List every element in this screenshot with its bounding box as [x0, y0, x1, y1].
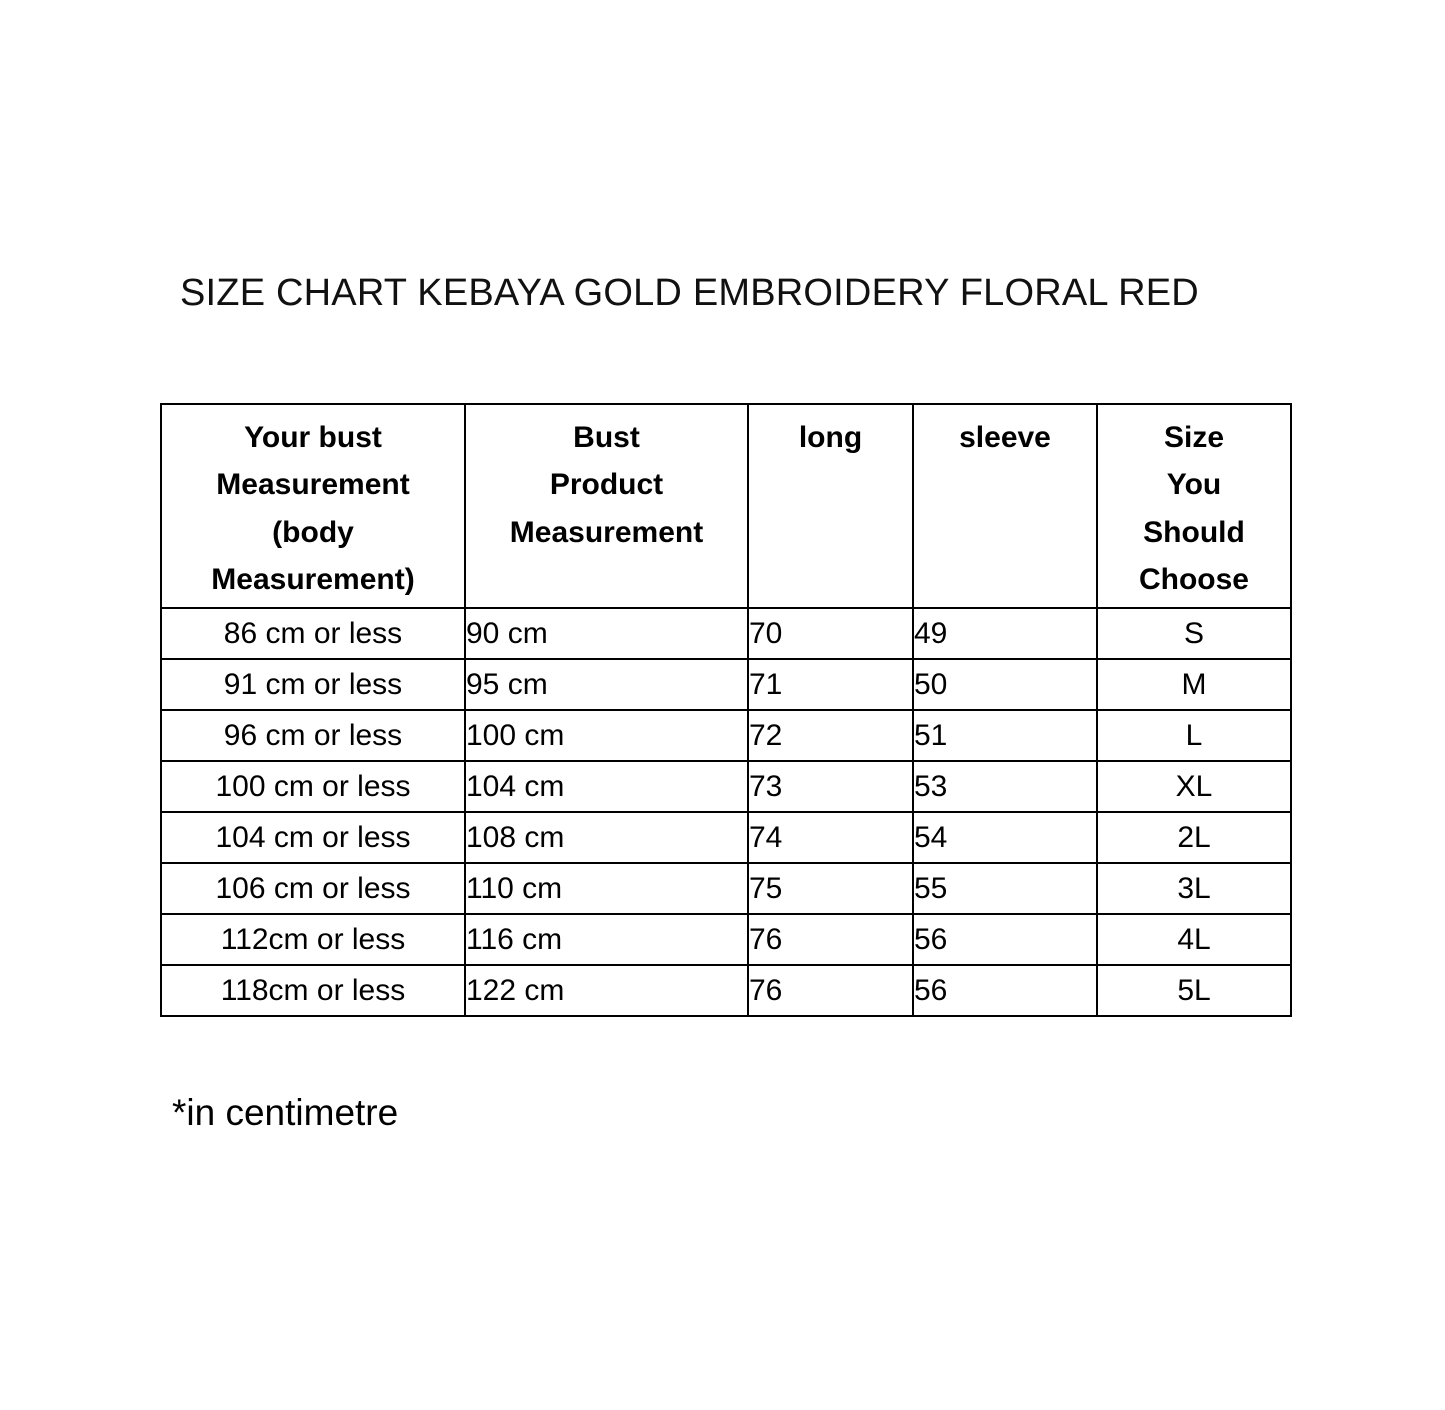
column-header-bust-product: [465, 404, 748, 608]
cell-size: L: [1097, 710, 1291, 761]
header-line: Your bust: [244, 421, 382, 454]
cell-long: 76: [748, 914, 913, 965]
header-line: Measurement): [211, 563, 415, 597]
header-line: (body: [272, 515, 354, 549]
cell-sleeve: 51: [913, 710, 1097, 761]
header-line: long: [798, 421, 863, 454]
table-row: [161, 914, 1291, 965]
cell-sleeve: 55: [913, 863, 1097, 914]
table-header-row: [161, 404, 1291, 608]
cell-size: 4L: [1097, 914, 1291, 965]
header-line: Bust: [573, 421, 640, 454]
table-row: [161, 659, 1291, 710]
cell-bust-body: 112cm or less: [161, 914, 465, 965]
cell-size: 5L: [1097, 965, 1291, 1016]
cell-sleeve: 56: [913, 914, 1097, 965]
cell-size: M: [1097, 659, 1291, 710]
table-row: [161, 863, 1291, 914]
cell-sleeve: 49: [913, 608, 1097, 659]
column-header-sleeve: [913, 404, 1097, 608]
table-row: [161, 710, 1291, 761]
cell-long: 71: [748, 659, 913, 710]
cell-bust-product: 122 cm: [465, 965, 748, 1016]
cell-bust-body: 91 cm or less: [161, 659, 465, 710]
cell-long: 72: [748, 710, 913, 761]
header-line: Size: [1163, 421, 1225, 454]
page-title: SIZE CHART KEBAYA GOLD EMBROIDERY FLORAL RED: [180, 272, 1199, 314]
unit-footnote: *in centimetre: [172, 1092, 399, 1133]
cell-bust-body: 104 cm or less: [161, 812, 465, 863]
column-header-long: [748, 404, 913, 608]
cell-size: S: [1097, 608, 1291, 659]
cell-bust-body: 96 cm or less: [161, 710, 465, 761]
cell-long: 75: [748, 863, 913, 914]
header-line: sleeve: [959, 421, 1051, 454]
column-header-bust-body: [161, 404, 465, 608]
cell-bust-body: 86 cm or less: [161, 608, 465, 659]
cell-bust-product: 116 cm: [465, 914, 748, 965]
cell-size: 3L: [1097, 863, 1291, 914]
header-line: Choose: [1138, 563, 1249, 597]
cell-long: 76: [748, 965, 913, 1016]
table-row: [161, 812, 1291, 863]
cell-bust-product: 104 cm: [465, 761, 748, 812]
cell-bust-product: 108 cm: [465, 812, 748, 863]
cell-sleeve: 54: [913, 812, 1097, 863]
cell-bust-product: 90 cm: [465, 608, 748, 659]
table-row: [161, 761, 1291, 812]
header-line: Should: [1143, 515, 1245, 549]
cell-long: 74: [748, 812, 913, 863]
table-body: [161, 608, 1291, 1016]
header-line: Measurement: [216, 468, 410, 502]
table-row: [161, 608, 1291, 659]
column-header-size: [1097, 404, 1291, 608]
header-line: Measurement: [509, 515, 704, 549]
cell-long: 73: [748, 761, 913, 812]
cell-bust-body: 118cm or less: [161, 965, 465, 1016]
cell-sleeve: 50: [913, 659, 1097, 710]
size-chart-table: [160, 403, 1292, 1017]
cell-sleeve: 56: [913, 965, 1097, 1016]
header-line: You: [1166, 468, 1222, 502]
table-row: [161, 965, 1291, 1016]
cell-long: 70: [748, 608, 913, 659]
cell-size: XL: [1097, 761, 1291, 812]
cell-bust-product: 110 cm: [465, 863, 748, 914]
cell-bust-body: 100 cm or less: [161, 761, 465, 812]
cell-bust-product: 100 cm: [465, 710, 748, 761]
cell-size: 2L: [1097, 812, 1291, 863]
table-header: [161, 404, 1291, 608]
cell-sleeve: 53: [913, 761, 1097, 812]
header-line: Product: [549, 468, 664, 502]
cell-bust-body: 106 cm or less: [161, 863, 465, 914]
cell-bust-product: 95 cm: [465, 659, 748, 710]
